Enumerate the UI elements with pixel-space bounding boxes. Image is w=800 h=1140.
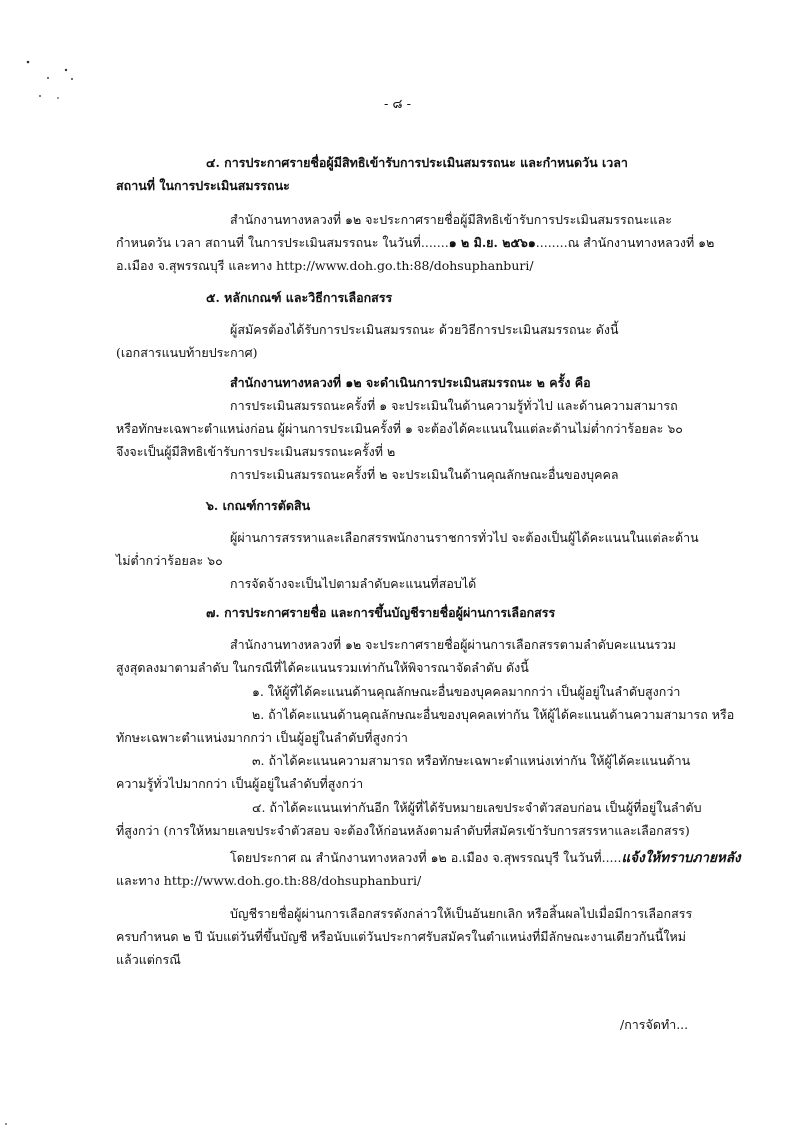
page-number: - ๘ - xyxy=(384,97,412,112)
section-7-item-2-line-1: ๒. ถ้าได้คะแนนด้านคุณลักษณะอื่นของบุคคลเท่ากัน ให้ผู้ได้คะแนนด้านความสามารถ หรือ xyxy=(252,707,735,722)
section-7-item-3-line-1: ๓. ถ้าได้คะแนนความสามารถ หรือทักษะเฉพาะตำแหน่งเท่ากัน ให้ผู้ได้คะแนนด้าน xyxy=(252,753,691,768)
section-7-paragraph-2-line-2: และทาง http://www.doh.go.th:88/dohsuphanburi/ xyxy=(116,873,422,888)
section-7-paragraph-3-line-3: แล้วแต่กรณี xyxy=(116,952,181,967)
section-6-heading: ๖. เกณฑ์การตัดสิน xyxy=(206,498,311,513)
section-4-date-prefix: กำหนดวัน เวลา สถานที่ ในการประเมินสมรรถนะ ในวันที่ xyxy=(116,235,421,250)
section-5-heading: ๕. หลักเกณฑ์ และวิธีการเลือกสรร xyxy=(206,290,393,305)
section-6-paragraph-1-line-1: ผู้ผ่านการสรรหาและเลือกสรรพนักงานราชการทั่วไป จะต้องเป็นผู้ได้คะแนนในแต่ละด้าน xyxy=(230,530,699,545)
section-7-announce-date: แจ้งให้ทราบภายหลัง xyxy=(621,850,741,866)
section-7-paragraph-3-line-1: บัญชีรายชื่อผู้ผ่านการเลือกสรรดังกล่าวให้เป็นอันยกเลิก หรือสิ้นผลไปเมื่อมีการเลือกสรร xyxy=(230,906,693,921)
section-7-paragraph-2-line-1: โดยประกาศ ณ สำนักงานทางหลวงที่ ๑๒ อ.เมือง จ.สุพรรณบุรี ในวันที่.....แจ้งให้ทราบภายหลัง xyxy=(230,850,741,866)
section-7-paragraph-1-line-1: สำนักงานทางหลวงที่ ๑๒ จะประกาศรายชื่อผู้ผ่านการเลือกสรรตามลำดับคะแนนรวม xyxy=(230,637,677,652)
section-7-announce-prefix: โดยประกาศ ณ สำนักงานทางหลวงที่ ๑๒ อ.เมือง จ.สุพรรณบุรี ในวันที่ xyxy=(230,850,602,865)
section-7-heading: ๗. การประกาศรายชื่อ และการขึ้นบัญชีรายชื่อผู้ผ่านการเลือกสรร xyxy=(206,605,556,620)
section-5-paragraph-3-line-1: การประเมินสมรรถนะครั้งที่ ๑ จะประเมินในด้านความรู้ทั่วไป และด้านความสามารถ xyxy=(230,398,678,413)
section-4-heading-line-1: ๔. การประกาศรายชื่อผู้มีสิทธิเข้ารับการประเมินสมรรถนะ และกำหนดวัน เวลา xyxy=(206,155,628,170)
section-7-item-2-line-2: ทักษะเฉพาะตำแหน่งมากกว่า เป็นผู้อยู่ในลำดับที่สูงกว่า xyxy=(116,730,408,745)
section-7-item-3-line-2: ความรู้ทั่วไปมากกว่า เป็นผู้อยู่ในลำดับที่สูงกว่า xyxy=(116,776,364,791)
section-7-paragraph-1-line-2: สูงสุดลงมาตามลำดับ ในกรณีที่ได้คะแนนรวมเท่ากันให้พิจารณาจัดลำดับ ดังนี้ xyxy=(116,660,529,675)
section-5-paragraph-3-line-2: หรือทักษะเฉพาะตำแหน่งก่อน ผู้ผ่านการประเมินครั้งที่ ๑ จะต้องได้คะแนนในแต่ละด้านไม่ต่ำกว่าร้อยละ ๖๐ xyxy=(116,421,683,436)
section-4-paragraph-line-1: สำนักงานทางหลวงที่ ๑๒ จะประกาศรายชื่อผู้มีสิทธิเข้ารับการประเมินสมรรถนะและ xyxy=(230,212,672,227)
section-5-paragraph-2-heading: สำนักงานทางหลวงที่ ๑๒ จะดำเนินการประเมินสมรรถนะ ๒ ครั้ง คือ xyxy=(230,375,591,390)
section-6-paragraph-2: การจัดจ้างจะเป็นไปตามลำดับคะแนนที่สอบได้ xyxy=(230,576,477,591)
section-5-paragraph-4: การประเมินสมรรถนะครั้งที่ ๒ จะประเมินในด้านคุณลักษณะอื่นของบุคคล xyxy=(230,467,619,482)
section-7-item-4-line-2: ที่สูงกว่า (การให้หมายเลขประจำตัวสอบ จะต้องให้ก่อนหลังตามลำดับที่สมัครเข้ารับการสรรหาและเลือกสรร) xyxy=(116,823,690,838)
section-5-paragraph-1-line-2: (เอกสารแนบท้ายประกาศ) xyxy=(116,345,258,360)
section-4-heading-line-2: สถานที่ ในการประเมินสมรรถนะ xyxy=(116,178,290,193)
section-5-paragraph-1-line-1: ผู้สมัครต้องได้รับการประเมินสมรรถนะ ด้วยวิธีการประเมินสมรรถนะ ดังนี้ xyxy=(230,322,619,337)
section-4-date-suffix: ณ สำนักงานทางหลวงที่ ๑๒ xyxy=(567,235,715,250)
section-7-item-1: ๑. ให้ผู้ที่ได้คะแนนด้านคุณลักษณะอื่นของบุคคลมากกว่า เป็นผู้อยู่ในลำดับสูงกว่า xyxy=(252,684,681,699)
section-5-paragraph-3-line-3: จึงจะเป็นผู้มีสิทธิเข้ารับการประเมินสมรรถนะครั้งที่ ๒ xyxy=(116,444,396,459)
section-4-date-value: ๑ ๒ มิ.ย. ๒๕๖๑ xyxy=(448,235,536,250)
section-7-paragraph-3-line-2: ครบกำหนด ๒ ปี นับแต่วันที่ขึ้นบัญชี หรือนับแต่วันประกาศรับสมัครในตำแหน่งที่มีลักษณะงานเดียวกันนี้ใหม่ xyxy=(116,929,686,944)
continuation-note: /การจัดทำ... xyxy=(620,1017,689,1032)
section-4-paragraph-line-3: อ.เมือง จ.สุพรรณบุรี และทาง http://www.doh.go.th:88/dohsuphanburi/ xyxy=(116,258,534,273)
section-4-paragraph-line-2: กำหนดวัน เวลา สถานที่ ในการประเมินสมรรถนะ ในวันที่.......๑ ๒ มิ.ย. ๒๕๖๑........ณ สำนักงานทางหลวงที่ ๑๒ xyxy=(116,235,715,250)
section-6-paragraph-1-line-2: ไม่ต่ำกว่าร้อยละ ๖๐ xyxy=(116,553,223,568)
section-7-item-4-line-1: ๔. ถ้าได้คะแนนเท่ากันอีก ให้ผู้ที่ได้รับหมายเลขประจำตัวสอบก่อน เป็นผู้ที่อยู่ในลำดับ xyxy=(252,800,702,815)
